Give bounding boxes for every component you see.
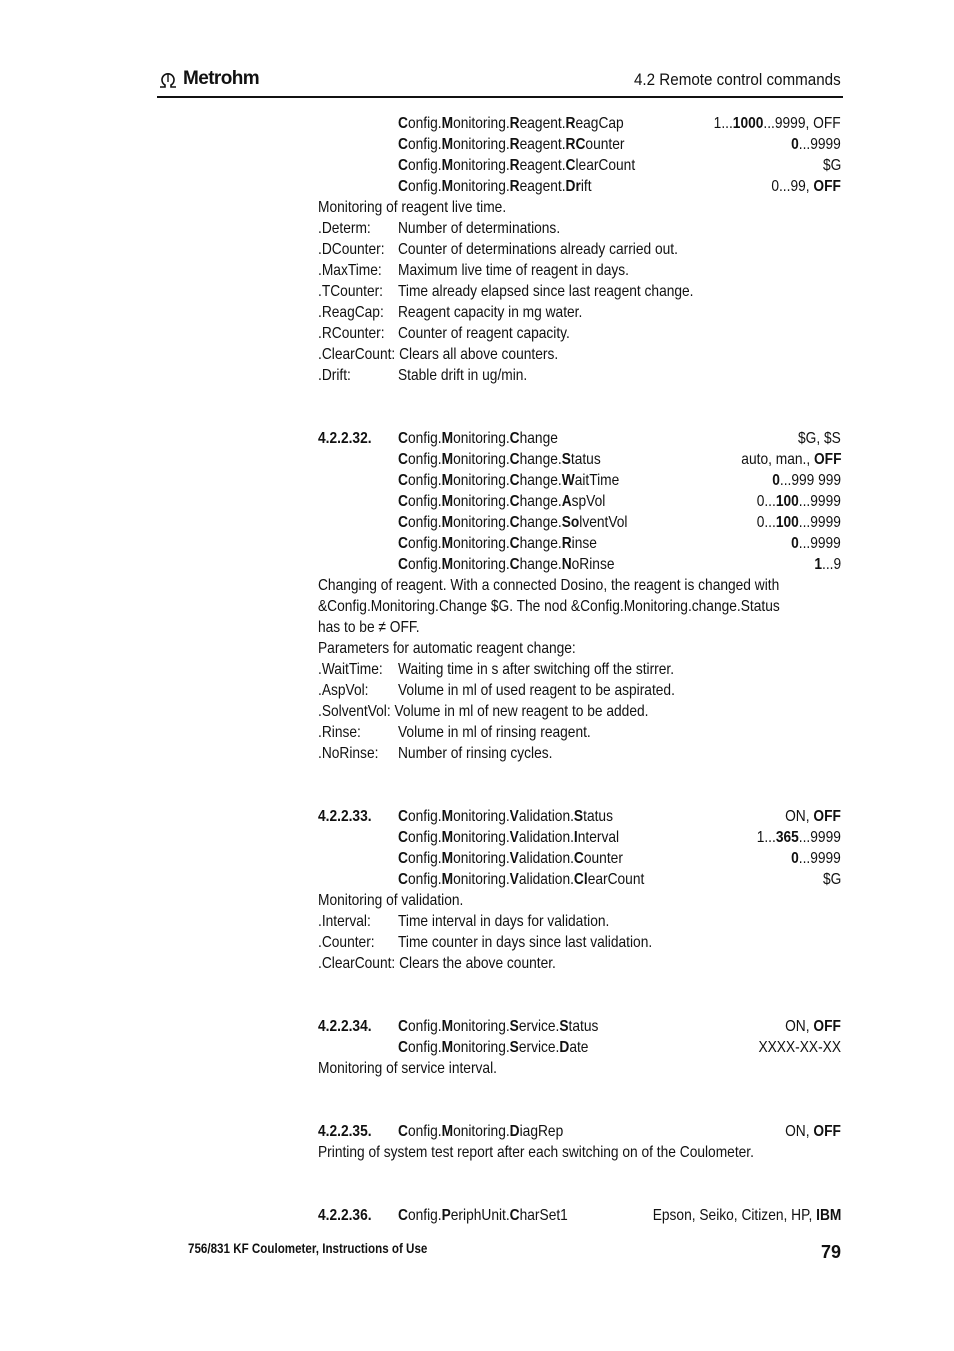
definition-term-text: .Determ: [318, 220, 371, 237]
command-name [398, 176, 623, 197]
definition-desc-text: Time counter in days since last validation. [398, 934, 653, 951]
command-range-text: 1...1000...9999, OFF [714, 115, 841, 132]
definition-term [318, 239, 395, 260]
definition-term [318, 722, 368, 743]
definition-desc-text: Volume in ml of rinsing reagent. [398, 724, 591, 741]
command-name [398, 827, 655, 848]
definition-desc-text: Counter of reagent capacity. [398, 325, 570, 342]
paragraph-text: Monitoring of service interval. [318, 1060, 497, 1077]
command-line [318, 512, 841, 533]
command-range [776, 806, 841, 827]
definition-desc [398, 680, 720, 701]
command-name [398, 848, 660, 869]
command-line [318, 1016, 841, 1037]
definition-line [318, 932, 841, 953]
command-name [398, 134, 661, 155]
section-number [318, 1205, 380, 1226]
section-number [318, 1016, 380, 1037]
manual-title: 756/831 KF Coulometer, Instructions of Use [188, 1241, 428, 1256]
command-name-text: Config.Monitoring.Reagent.Drift [398, 178, 592, 195]
command-line [318, 533, 841, 554]
definition-term-text: .MaxTime: [318, 262, 382, 279]
definition-desc-text: Stable drift in ug/min. [398, 367, 528, 384]
command-range-text: 0...9999 [791, 850, 841, 867]
command-name-text: Config.Monitoring.Validation.Interval [398, 829, 620, 846]
command-name-text: Config.Monitoring.Service.Status [398, 1018, 599, 1035]
definition-term [318, 260, 392, 281]
command-line [318, 869, 841, 890]
command-line [318, 155, 841, 176]
command-name-text: Config.Monitoring.Service.Date [398, 1039, 589, 1056]
definition-term-text: .Interval: [318, 913, 371, 930]
command-range-text: 0...9999 [791, 136, 841, 153]
command-name-text: Config.PeriphUnit.CharSet1 [398, 1207, 568, 1224]
command-range [791, 428, 841, 449]
definition-term-text: .ReagCap: [318, 304, 384, 321]
command-range-text: 1...365...9999 [756, 829, 841, 846]
paragraph-text: .SolventVol: Volume in ml of new reagent to be added. [318, 703, 649, 720]
definition-desc-text: Number of rinsing cycles. [398, 745, 553, 762]
command-range [725, 449, 842, 470]
definition-desc [398, 323, 598, 344]
command-name-text: Config.Monitoring.Validation.Counter [398, 850, 623, 867]
section-gap [318, 386, 841, 428]
definition-desc [398, 659, 719, 680]
command-line [318, 134, 841, 155]
command-name [398, 1205, 595, 1226]
command-name-text: Config.Monitoring.Change.Rinse [398, 535, 597, 552]
command-name [398, 428, 584, 449]
definition-desc [398, 218, 587, 239]
definition-line [318, 218, 841, 239]
command-range [745, 1037, 841, 1058]
definition-line [318, 323, 841, 344]
definition-line [318, 365, 841, 386]
command-range [776, 1121, 841, 1142]
paragraph-text: .ClearCount: Clears all above counters. [318, 346, 559, 363]
command-range [743, 827, 841, 848]
section-gap [318, 974, 841, 1016]
section-number-text: 4.2.2.34. [318, 1018, 372, 1035]
command-range-text: 0...999 999 [772, 472, 841, 489]
definition-desc [398, 302, 612, 323]
section-number [318, 1121, 380, 1142]
definition-desc-text: Number of determinations. [398, 220, 561, 237]
command-range [760, 176, 841, 197]
section-title: 4.2 Remote control commands [634, 71, 841, 89]
command-line [318, 491, 841, 512]
command-name [398, 1121, 590, 1142]
brand-name: Metrohm [183, 68, 260, 89]
command-range-text: 0...99, OFF [771, 178, 841, 195]
definition-desc-text: Time interval in days for validation. [398, 913, 610, 930]
text-line [318, 890, 841, 911]
definition-term-text: .NoRinse: [318, 745, 379, 762]
command-name-text: Config.Monitoring.Reagent.ReagCap [398, 115, 624, 132]
command-line [318, 428, 841, 449]
definition-desc-text: Counter of determinations already carried out. [398, 241, 678, 258]
command-range-text: 0...100...9999 [756, 493, 841, 510]
command-name-text: Config.Monitoring.Change.Status [398, 451, 601, 468]
command-range-text: ON, OFF [785, 1123, 841, 1140]
command-line [318, 827, 841, 848]
command-name [398, 470, 655, 491]
paragraph-text: Parameters for automatic reagent change: [318, 640, 576, 657]
page-number: 79 [820, 1242, 841, 1262]
command-range [743, 512, 841, 533]
paragraph-text: &Config.Monitoring.Change $G. The nod &Config.Monitoring.change.Status [318, 598, 780, 615]
text-line [318, 197, 841, 218]
section-number-text: 4.2.2.35. [318, 1123, 372, 1140]
command-range [820, 155, 841, 176]
command-line [318, 1205, 841, 1226]
section-number [318, 806, 380, 827]
definition-term [318, 302, 395, 323]
section-gap [318, 764, 841, 806]
definition-line [318, 722, 841, 743]
command-range-text: 0...100...9999 [756, 514, 841, 531]
command-line [318, 554, 841, 575]
paragraph-text: Printing of system test report after each switching on of the Coulometer. [318, 1144, 754, 1161]
command-name-text: Config.Monitoring.Validation.Status [398, 808, 613, 825]
command-line [318, 176, 841, 197]
definition-line [318, 659, 841, 680]
command-range-text: $G [822, 871, 841, 888]
command-range [783, 848, 841, 869]
definition-line [318, 302, 841, 323]
definition-line [318, 743, 841, 764]
command-range-text: 1...9 [814, 556, 841, 573]
text-line [318, 1142, 841, 1163]
definition-desc [398, 365, 548, 386]
command-name [398, 113, 660, 134]
text-line [318, 344, 841, 365]
definition-line [318, 281, 841, 302]
text-line [318, 638, 841, 659]
command-range [810, 554, 841, 575]
command-range [820, 869, 841, 890]
command-name [398, 1037, 619, 1058]
definition-term [318, 365, 356, 386]
page-header [157, 66, 843, 98]
command-name [398, 512, 665, 533]
command-name [398, 869, 684, 890]
definition-desc-text: Maximum live time of reagent in days. [398, 262, 629, 279]
paragraph-text: Changing of reagent. With a connected Dosino, the reagent is changed with [318, 577, 780, 594]
command-line [318, 470, 841, 491]
definition-desc [398, 911, 644, 932]
command-name [398, 1016, 631, 1037]
command-name-text: Config.Monitoring.Reagent.ClearCount [398, 157, 636, 174]
definition-term-text: .Counter: [318, 934, 375, 951]
definition-desc [398, 281, 742, 302]
command-range [693, 113, 841, 134]
command-name-text: Config.Monitoring.Change [398, 430, 558, 447]
definition-term [318, 932, 384, 953]
command-range-text: auto, man., OFF [740, 451, 841, 468]
section-gap [318, 1079, 841, 1121]
command-name-text: Config.Monitoring.Change.AspVol [398, 493, 606, 510]
command-name [398, 554, 650, 575]
definition-term [318, 323, 395, 344]
definition-desc-text: Waiting time in s after switching off the stirrer. [398, 661, 675, 678]
command-name-text: Config.Monitoring.Change.WaitTime [398, 472, 620, 489]
command-range-text: $G [822, 157, 841, 174]
command-range-text: ON, OFF [785, 808, 841, 825]
text-line [318, 575, 841, 596]
definition-term-text: .TCounter: [318, 283, 384, 300]
command-range [622, 1205, 841, 1226]
section-number-text: 4.2.2.33. [318, 808, 372, 825]
text-line [318, 953, 841, 974]
command-name-text: Config.Monitoring.Change.NoRinse [398, 556, 615, 573]
section-number [318, 428, 380, 449]
definition-desc-text: Reagent capacity in mg water. [398, 304, 583, 321]
command-range [743, 491, 841, 512]
definition-term-text: .AspVol: [318, 682, 369, 699]
command-range [783, 533, 841, 554]
command-range [776, 1016, 841, 1037]
command-line [318, 1121, 841, 1142]
command-range [783, 134, 841, 155]
definition-term-text: .WaitTime: [318, 661, 383, 678]
paragraph-text: .ClearCount: Clears the above counter. [318, 955, 556, 972]
command-line [318, 806, 841, 827]
command-range-text: XXXX-XX-XX [758, 1039, 841, 1056]
command-name-text: Config.Monitoring.DiagRep [398, 1123, 564, 1140]
brand-logo [157, 68, 259, 90]
definition-term [318, 218, 379, 239]
command-range-text: $G, $S [798, 430, 841, 447]
command-name-text: Config.Monitoring.Validation.ClearCount [398, 871, 645, 888]
command-line [318, 113, 841, 134]
command-range-text: ON, OFF [785, 1018, 841, 1035]
command-name [398, 155, 674, 176]
command-range-text: 0...9999 [791, 535, 841, 552]
definition-term [318, 911, 379, 932]
command-line [318, 1037, 841, 1058]
command-line [318, 848, 841, 869]
definition-term-text: .RCounter: [318, 325, 385, 342]
command-name-text: Config.Monitoring.Change.SolventVol [398, 514, 628, 531]
command-line [318, 449, 841, 470]
definition-desc [398, 260, 667, 281]
paragraph-text: has to be ≠ OFF. [318, 619, 420, 636]
command-name-text: Config.Monitoring.Reagent.RCounter [398, 136, 625, 153]
definition-term-text: .DCounter: [318, 241, 385, 258]
definition-line [318, 911, 841, 932]
definition-line [318, 260, 841, 281]
command-range [761, 470, 841, 491]
definition-desc-text: Volume in ml of used reagent to be aspirated. [398, 682, 675, 699]
text-line [318, 596, 841, 617]
section-number-text: 4.2.2.32. [318, 430, 372, 447]
command-name [398, 491, 639, 512]
definition-term [318, 743, 388, 764]
definition-desc [398, 932, 694, 953]
definition-line [318, 239, 841, 260]
text-line [318, 1058, 841, 1079]
command-name [398, 806, 648, 827]
definition-line [318, 680, 841, 701]
definition-desc-text: Time already elapsed since last reagent change. [398, 283, 694, 300]
omega-icon [157, 69, 179, 89]
definition-desc [398, 722, 622, 743]
paragraph-text: Monitoring of reagent live time. [318, 199, 507, 216]
section-number-text: 4.2.2.36. [318, 1207, 372, 1224]
definition-term [318, 281, 394, 302]
text-line [318, 617, 841, 638]
paragraph-text: Monitoring of validation. [318, 892, 464, 909]
definition-desc [398, 239, 724, 260]
command-name [398, 533, 629, 554]
definition-term [318, 659, 393, 680]
section-gap [318, 1163, 841, 1205]
text-line [318, 701, 841, 722]
command-range-text: Epson, Seiko, Citizen, HP, IBM [652, 1207, 841, 1224]
page-content [318, 113, 841, 1226]
definition-term-text: .Rinse: [318, 724, 361, 741]
command-name [398, 449, 634, 470]
definition-term [318, 680, 377, 701]
definition-term-text: .Drift: [318, 367, 351, 384]
definition-desc [398, 743, 578, 764]
